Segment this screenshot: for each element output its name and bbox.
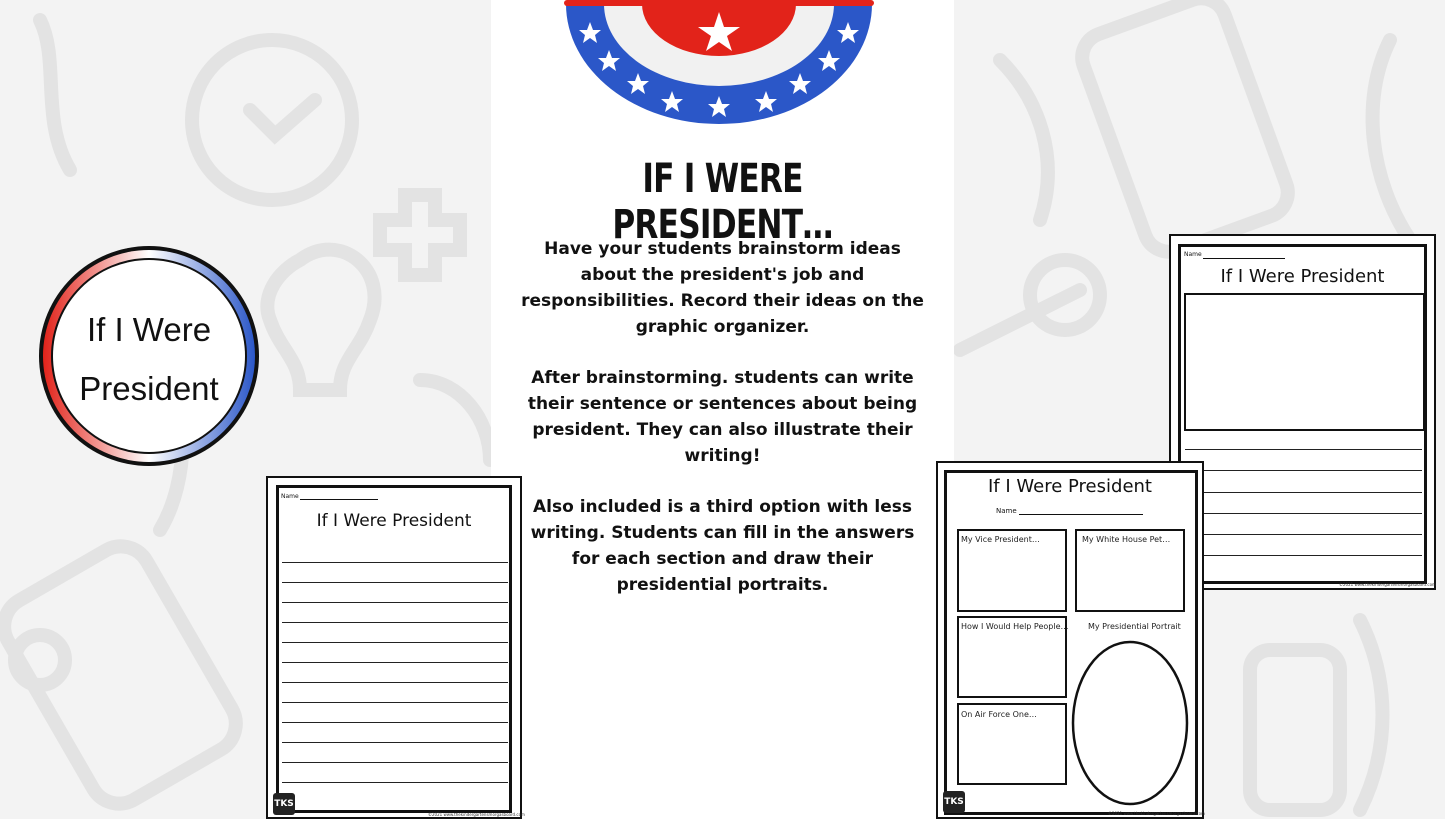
- description-paragraph-3: Also included is a third option with less writing. Students can fill in the answers for each section and draw their presidential portraits.: [530, 497, 915, 595]
- copyright-text: ©2021 www.thekindergartensmorgasboard.com: [428, 812, 525, 817]
- name-line: [300, 499, 378, 500]
- worksheet-lined-preview: [266, 476, 525, 819]
- help-people-label: How I Would Help People…: [961, 622, 1069, 631]
- white-house-pet-label: My White House Pet…: [1082, 535, 1171, 544]
- clock-icon: [192, 40, 352, 200]
- name-line: [1019, 514, 1143, 515]
- worksheet-title: If I Were President: [316, 511, 472, 531]
- flag-bunting-icon: [564, 0, 874, 126]
- badge-line-1: If I Were: [86, 311, 212, 348]
- copyright-text: ©2021 www.thekindergartensmorgasboard.com: [1339, 582, 1436, 587]
- tks-logo: TKS: [943, 791, 965, 813]
- worksheet-title: If I Were President: [1220, 266, 1385, 287]
- worksheet-title: If I Were President: [988, 476, 1152, 497]
- worksheet-border: [276, 485, 512, 813]
- name-line: [1203, 258, 1285, 259]
- air-force-one-label: On Air Force One…: [961, 710, 1037, 719]
- badge-title: [36, 300, 262, 418]
- worksheet-organizer-preview: [936, 461, 1204, 819]
- badge-line-2: President: [79, 370, 219, 407]
- picture-box: [1184, 293, 1425, 431]
- description-paragraph-2: After brainstorming. students can write their sentence or sentences about being president. They can also illustrate their writing!: [527, 368, 918, 466]
- description-paragraph-1: Have your students brainstorm ideas about the president's job and responsibilities. Record their ideas on the graphic organizer.: [521, 239, 924, 337]
- portrait-label: My Presidential Portrait: [1088, 622, 1181, 631]
- name-label: Name: [1184, 251, 1202, 258]
- worksheet-picture-preview: [1169, 234, 1436, 590]
- portrait-oval: [1070, 639, 1190, 807]
- name-label: Name: [996, 507, 1017, 515]
- name-label: Name: [281, 493, 299, 500]
- copyright-text: ©2021 www.thekindergartensmorgasboard.com: [1108, 811, 1205, 816]
- tks-logo: TKS: [273, 793, 295, 815]
- vice-president-label: My Vice President…: [961, 535, 1040, 544]
- page-title: IF I WERE PRESIDENT…: [612, 156, 833, 248]
